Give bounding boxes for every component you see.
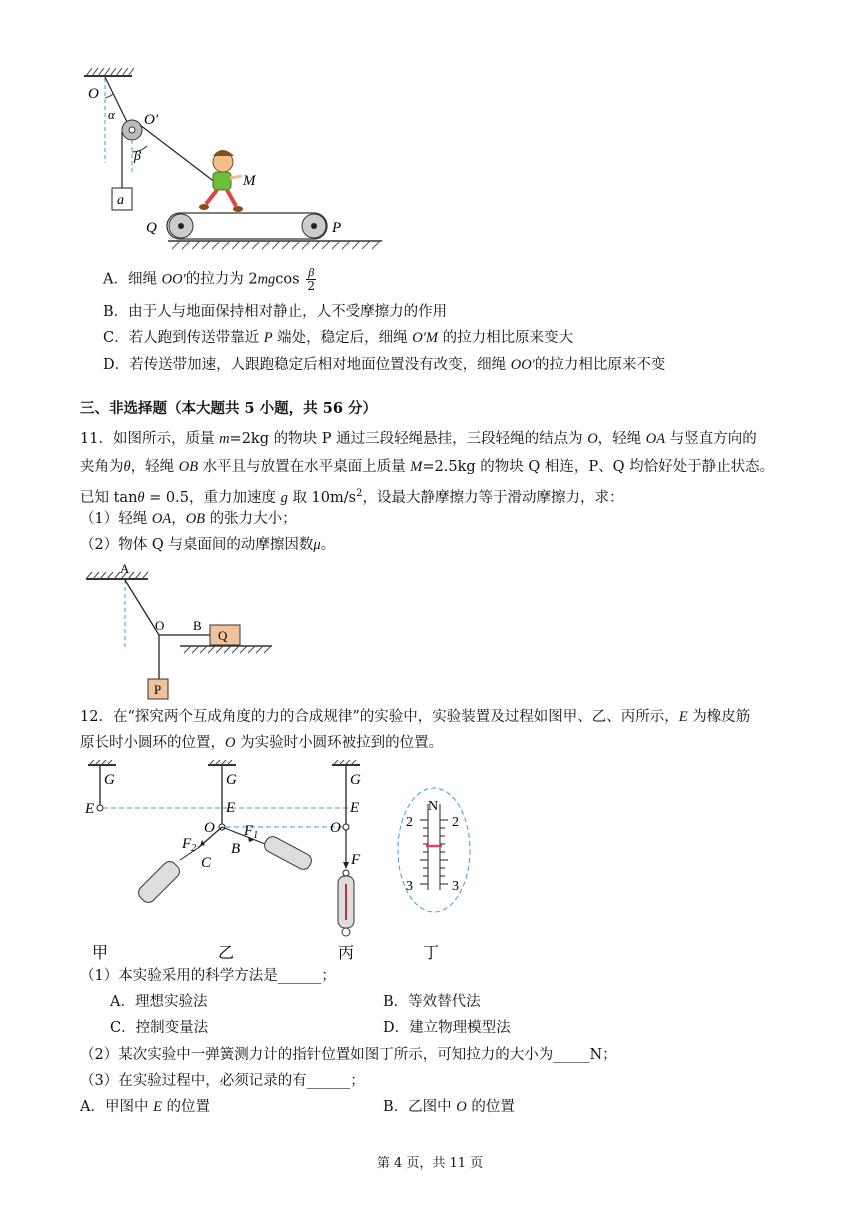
q11-sub-2: （2）物体 Q 与桌面间的动摩擦因数μ。: [80, 537, 336, 553]
running-person-icon: [199, 150, 243, 212]
label-O: O: [204, 820, 215, 836]
label-A: A: [120, 562, 130, 576]
tick-3-right: 3: [452, 879, 459, 894]
label-P: P: [332, 220, 342, 236]
q11-line-1: 11．如图所示，质量 m=2kg 的物块 P 通过三段轻绳悬挂，三段轻绳的结点为 O，轻绳 OA 与竖直方向的: [80, 431, 757, 447]
q10-option-a: A．细绳 OO′的拉力为 2mgcos $\frac{\beta}{2}$: [103, 265, 316, 293]
label-O: O: [155, 618, 165, 633]
q11-line-3: 已知 tanθ = 0.5，重力加速度 g 取 $10m/s^2$，设最大静摩擦力等于滑动摩擦力，求：: [80, 488, 624, 506]
panel-ding: [398, 788, 470, 912]
label-E: E: [85, 801, 95, 817]
q10-option-c: C．若人跑到传送带靠近 P 端处，稳定后，细绳 O′M 的拉力相比原来变大: [103, 330, 574, 346]
label-E: E: [350, 800, 360, 816]
label-E: E: [226, 800, 236, 816]
q12-sub1-option-d: D．建立物理模型法: [383, 1020, 511, 1036]
q10-option-b: B．由于人与地面保持相对静止，人不受摩擦力的作用: [103, 304, 448, 320]
label-O-prime: O′: [144, 112, 159, 128]
caption-yi: 乙: [218, 945, 235, 962]
label-alpha: α: [108, 107, 115, 122]
q12-sub-1: （1）本实验采用的科学方法是______；: [80, 968, 336, 984]
caption-ding: 丁: [423, 945, 440, 962]
label-B: B: [193, 618, 202, 633]
label-G: G: [226, 772, 237, 788]
q10-option-d: D．若传送带加速，人跟跑稳定后相对地面位置没有改变，细绳 OO′的拉力相比原来不变: [103, 357, 666, 373]
q10-figure: [80, 68, 390, 258]
q12-sub3-option-a: A．甲图中 E 的位置: [80, 1099, 211, 1115]
q12-figure: [80, 760, 480, 968]
q12-sub1-option-a: A．理想实验法: [110, 994, 208, 1010]
panel-yi: [136, 760, 314, 905]
label-N: N: [428, 799, 439, 814]
q11-sub-1: （1）轻绳 OA，OB 的张力大小；: [80, 511, 297, 527]
q12-sub-3: （3）在实验过程中，必须记录的有______；: [80, 1073, 365, 1089]
label-G: G: [104, 772, 115, 788]
label-B: B: [231, 841, 241, 857]
q11-line-2: 夹角为θ，轻绳 OB 水平且与放置在水平桌面上质量 M=2.5kg 的物块 Q 相连，P、Q 均恰好处于静止状态。: [80, 459, 775, 475]
tick-2-left: 2: [406, 815, 413, 830]
label-F2: $F_2$: [182, 836, 197, 854]
label-G: G: [350, 772, 361, 788]
q12-sub1-option-c: C．控制变量法: [110, 1020, 209, 1036]
tick-2-right: 2: [452, 815, 459, 830]
label-a: a: [117, 193, 124, 208]
q12-line-2: 原长时小圆环的位置，O 为实验时小圆环被拉到的位置。: [80, 735, 444, 751]
caption-bing: 丙: [338, 945, 355, 962]
q12-sub1-option-b: B．等效替代法: [383, 994, 481, 1010]
label-O: O: [330, 820, 341, 836]
label-F1: $F_1$: [244, 823, 259, 841]
q12-sub-2: （2）某次实验中一弹簧测力计的指针位置如图丁所示，可知拉力的大小为_____N；: [80, 1047, 617, 1063]
label-M: M: [243, 173, 256, 189]
fraction-beta-over-2: $\frac{\beta}{2}$: [307, 265, 316, 293]
label-C: C: [201, 855, 212, 871]
q12-line-1: 12．在“探究两个互成角度的力的合成规律”的实验中，实验装置及过程如图甲、乙、丙所示，E 为橡皮筋: [80, 709, 751, 725]
label-F: F: [351, 852, 361, 868]
label-O: O: [88, 86, 99, 102]
label-P: P: [154, 682, 162, 697]
label-Q: Q: [218, 628, 228, 643]
panel-bing: [330, 760, 361, 936]
label-Q: Q: [146, 220, 157, 236]
q12-sub3-option-b: B．乙图中 O 的位置: [383, 1099, 515, 1115]
q11-figure: [80, 562, 280, 702]
section-heading: 三、非选择题（本大题共 5 小题，共 56 分）: [80, 400, 377, 417]
tick-3-left: 3: [406, 879, 413, 894]
caption-jia: 甲: [92, 945, 109, 962]
page-footer: 第 4 页，共 11 页: [376, 1156, 484, 1171]
label-beta: β: [134, 149, 141, 164]
